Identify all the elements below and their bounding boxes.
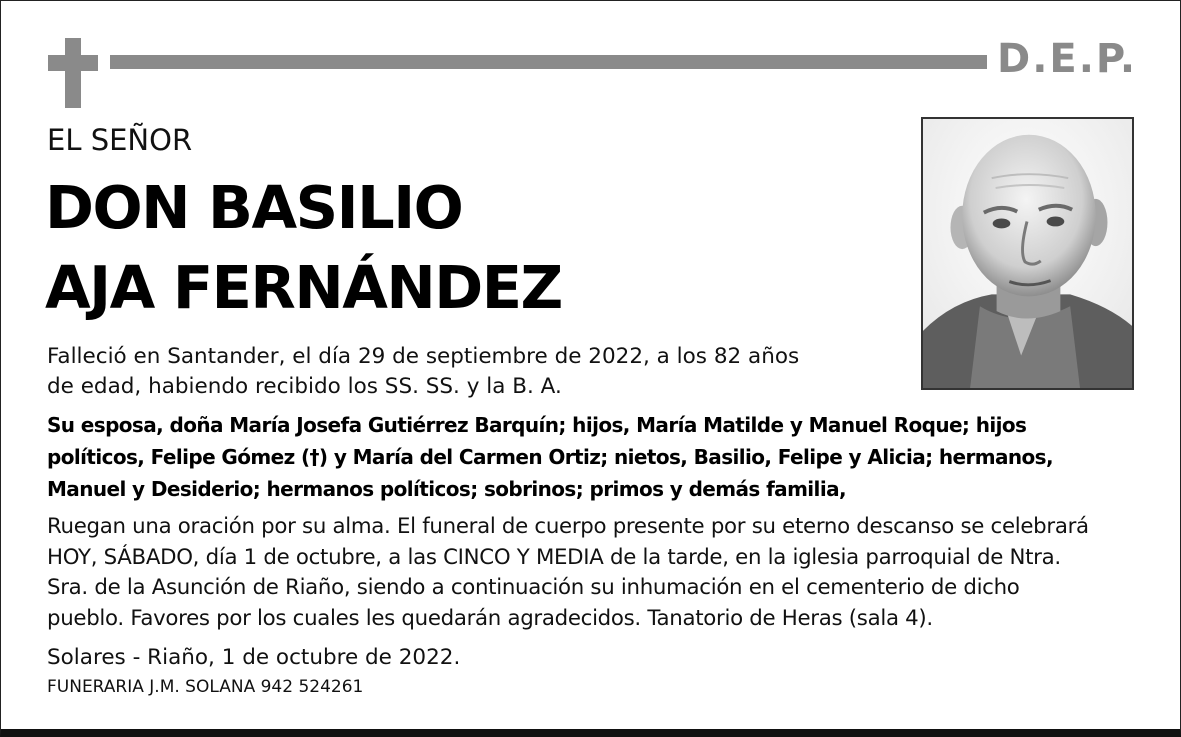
funeral-line-4: pueblo. Favores por los cuales les quedarán agradecidos. Tanatorio de Heras (sala 4). <box>47 605 933 631</box>
dep-label: D.E.P. <box>997 36 1138 82</box>
funeral-line-3: Sra. de la Asunción de Riaño, siendo a continuación su inhumación en el cementerio de dicho <box>47 575 1020 600</box>
death-notice <box>47 342 847 402</box>
funeral-line-1: Ruegan una oración por su alma. El funeral de cuerpo presente por su eterno descanso se celebrará <box>47 514 1089 539</box>
funeral-home-contact: FUNERARIA J.M. SOLANA 942 524261 <box>47 677 364 697</box>
honorific: EL SEÑOR <box>47 123 193 157</box>
cross-icon <box>48 38 98 108</box>
death-notice-line-2: de edad, habiendo recibido los SS. SS. y la B. A. <box>47 374 562 399</box>
cross-horizontal-bar <box>48 55 98 71</box>
funeral-line-2: HOY, SÁBADO, día 1 de octubre, a las CINCO Y MEDIA de la tarde, en la iglesia parroquial de Ntra. <box>47 544 1061 570</box>
family-list <box>47 409 1167 505</box>
portrait-photo <box>921 117 1134 390</box>
portrait-illustration <box>923 119 1132 388</box>
cross-vertical-bar <box>65 38 81 108</box>
deceased-name-line-1: DON BASILIO <box>45 173 463 242</box>
death-notice-line-1: Falleció en Santander, el día 29 de septiembre de 2022, a los 82 años <box>47 344 800 369</box>
family-line-2: políticos, Felipe Gómez (†) y María del Carmen Ortiz; nietos, Basilio, Felipe y Alicia; hermanos, <box>47 445 1053 469</box>
header-rule <box>110 55 987 69</box>
family-line-3: Manuel y Desiderio; hermanos políticos; sobrinos; primos y demás familia, <box>47 477 846 501</box>
funeral-announcement <box>47 512 1167 634</box>
place-date: Solares - Riaño, 1 de octubre de 2022. <box>47 645 461 670</box>
deceased-name-line-2: AJA FERNÁNDEZ <box>45 253 562 322</box>
family-line-1: Su esposa, doña María Josefa Gutiérrez Barquín; hijos, María Matilde y Manuel Roque; hijos <box>47 413 1027 437</box>
